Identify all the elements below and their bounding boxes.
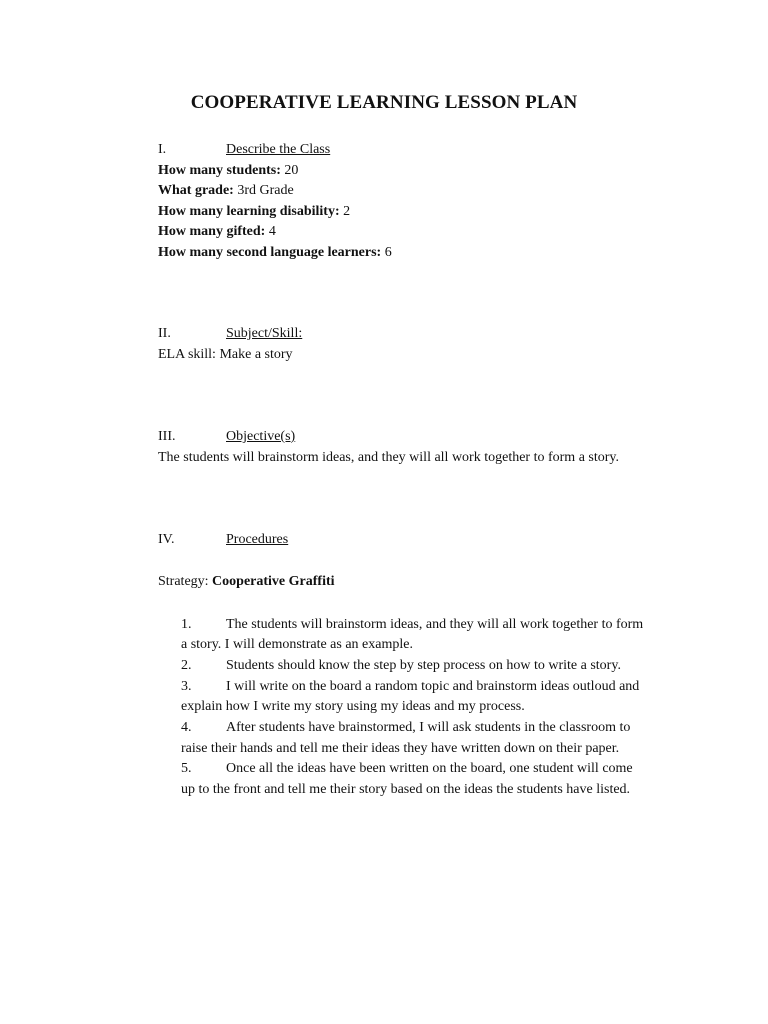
section-heading-class: Describe the Class	[226, 142, 331, 157]
step-text: The students will brainstorm ideas, and they will all work together to form	[226, 617, 644, 632]
step-text: After students have brainstormed, I will ask students in the classroom to	[226, 720, 631, 735]
step-text-continued: up to the front and tell me their story based on the ideas the students have listed.	[181, 782, 631, 797]
field-value: 6	[381, 245, 392, 260]
class-field-second-language	[158, 243, 392, 263]
section-numeral-objective: III.	[158, 429, 176, 444]
field-label: How many students:	[158, 163, 281, 178]
step-text-continued: a story. I will demonstrate as an example.	[181, 637, 413, 652]
step-number: 2.	[181, 658, 192, 673]
step-text-continued: raise their hands and tell me their ideas they have written down on their paper.	[181, 741, 620, 756]
step-text: I will write on the board a random topic and brainstorm ideas outloud and	[226, 679, 640, 694]
section-heading-objective: Objective(s)	[226, 429, 296, 444]
section-numeral-subject: II.	[158, 326, 171, 341]
field-label: How many gifted:	[158, 224, 266, 239]
section-numeral-class: I.	[158, 142, 167, 157]
step-number: 3.	[181, 679, 192, 694]
step-text-continued: explain how I write my story using my ideas and my process.	[181, 699, 525, 714]
field-value: 4	[265, 224, 276, 239]
objective-text: The students will brainstorm ideas, and they will all work together to form a story.	[158, 450, 619, 465]
field-value: 20	[280, 163, 299, 178]
field-label: How many second language learners:	[158, 245, 382, 260]
class-field-gifted	[158, 222, 276, 242]
subject-text: ELA skill: Make a story	[158, 347, 293, 362]
section-heading-procedures: Procedures	[226, 532, 289, 547]
field-label: What grade:	[158, 183, 234, 198]
section-heading-subject: Subject/Skill:	[226, 326, 303, 341]
class-field-learning-disability	[158, 202, 350, 222]
field-label: How many learning disability:	[158, 204, 340, 219]
strategy-value: Cooperative Graffiti	[212, 574, 335, 589]
step-number: 4.	[181, 720, 192, 735]
field-value: 3rd Grade	[233, 183, 294, 198]
document-title: COOPERATIVE LEARNING LESSON PLAN	[190, 92, 578, 113]
step-text: Once all the ideas have been written on the board, one student will come	[226, 761, 633, 776]
step-text: Students should know the step by step process on how to write a story.	[226, 658, 621, 673]
strategy-line	[158, 572, 335, 592]
strategy-label: Strategy:	[158, 574, 213, 589]
section-numeral-procedures: IV.	[158, 532, 175, 547]
class-field-grade	[158, 181, 294, 201]
step-number: 1.	[181, 617, 192, 632]
step-number: 5.	[181, 761, 192, 776]
class-field-students	[158, 161, 298, 181]
field-value: 2	[339, 204, 351, 219]
